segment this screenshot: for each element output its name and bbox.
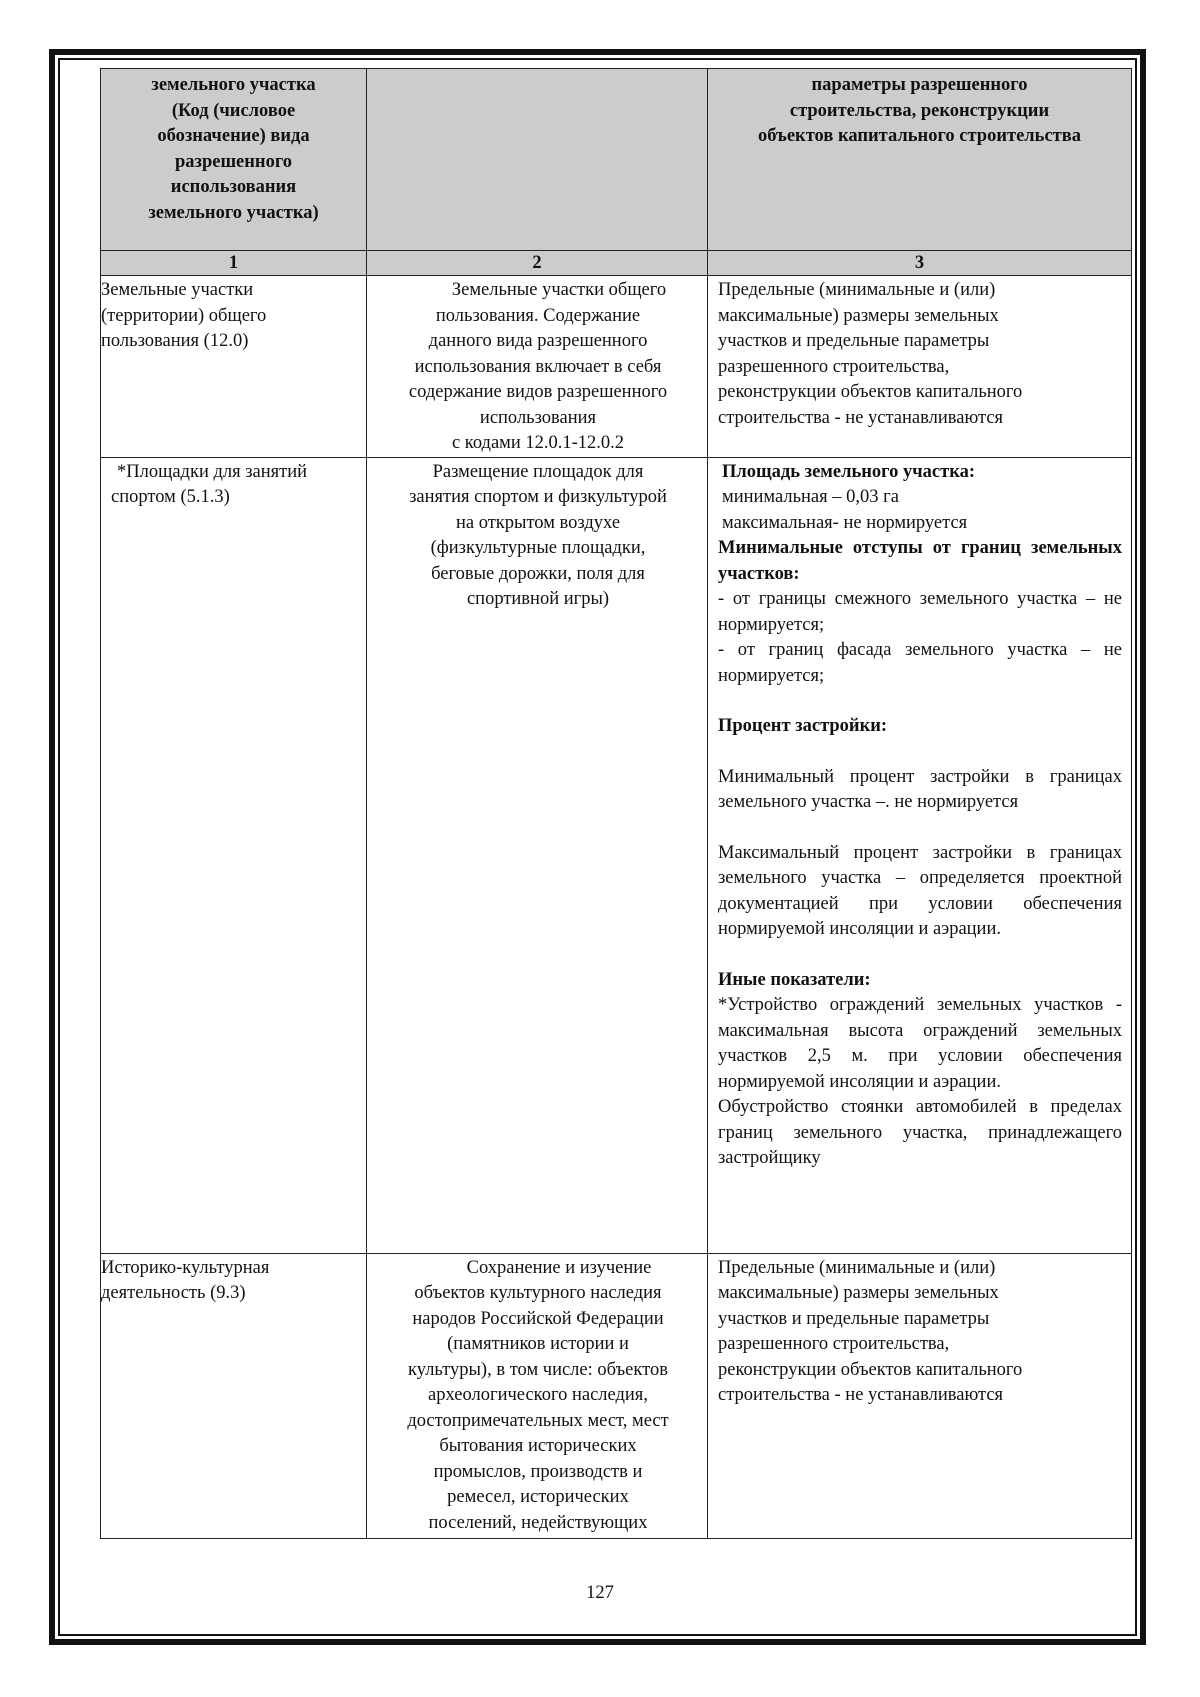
table-row xyxy=(101,1253,1132,1538)
page-number: 127 xyxy=(586,1583,614,1603)
header-col-3: параметры разрешенного строительства, реконструкции объектов капитального строительства xyxy=(708,69,1132,251)
other-heading: Иные показатели: xyxy=(718,969,871,990)
land-use-table xyxy=(100,68,1132,1539)
column-number: 1 xyxy=(101,251,367,276)
header-col-2 xyxy=(367,69,708,251)
parameters-cell: Предельные (минимальные и (или) максимальные) размеры земельных участков и предельные параметры разрешенного строительства, реконструкции объектов капитального строительства - не устанавливаются xyxy=(708,276,1132,458)
area-heading: Площадь земельного участка: xyxy=(722,461,976,482)
table-row xyxy=(101,457,1132,1253)
column-number: 2 xyxy=(367,251,708,276)
parameters-cell: Площадь земельного участка: минимальная – 0,03 га максимальная- не нормируется Минимальные отступы от границ земельных участков: - от границы смежного земельного участка – не нормируется; - от границ фасада земельного участка – не нормируется; Процент застройки: Минимальный процент застройки в границах земельного участка –. не нормируется Максимальный процент застройки в границах земельного участка – определяется проектной документацией при условии обеспечения нормируемой инсоляции и аэрации. Иные показатели: *Устройство ограждений земельных участков - максимальная высота ограждений земельных участков 2,5 м. при условии обеспечения нормируемой инсоляции и аэрации. Обустройство стоянки автомобилей в пределах границ земельного участка, принадлежащего застройщику xyxy=(708,457,1132,1253)
land-use-name-cell: Историко-культурная деятельность (9.3) xyxy=(101,1253,367,1538)
land-use-description-cell: Размещение площадок для занятия спортом и физкультурой на открытом воздухе (физкультурные площадки, беговые дорожки, поля для спортивной игры) xyxy=(367,457,708,1253)
land-use-description-cell: Сохранение и изучение объектов культурного наследия народов Российской Федерации (памятников истории и культуры), в том числе: объектов археологического наследия, достопримечательных мест, мест бытования исторических промыслов, производств и ремесел, исторических поселений, недействующих xyxy=(367,1253,708,1538)
header-col-1: земельного участка (Код (числовое обозначение) вида разрешенного использования земельного участка) xyxy=(101,69,367,251)
coverage-heading: Процент застройки: xyxy=(718,716,888,736)
land-use-description-cell: Земельные участки общего пользования. Содержание данного вида разрешенного использования включает в себя содержание видов разрешенного использования с кодами 12.0.1-12.0.2 xyxy=(367,276,708,458)
land-use-name-cell: *Площадки для занятий спортом (5.1.3) xyxy=(101,457,367,1253)
column-number: 3 xyxy=(708,251,1132,276)
land-use-name-cell: Земельные участки (территории) общего пользования (12.0) xyxy=(101,276,367,458)
setback-heading: Минимальные отступы от границ земельных участков: xyxy=(718,538,1122,584)
table-header-row xyxy=(101,69,1132,251)
parameters-cell: Предельные (минимальные и (или) максимальные) размеры земельных участков и предельные параметры разрешенного строительства, реконструкции объектов капитального строительства - не устанавливаются xyxy=(708,1253,1132,1538)
table-row xyxy=(101,276,1132,458)
column-number-row xyxy=(101,251,1132,276)
